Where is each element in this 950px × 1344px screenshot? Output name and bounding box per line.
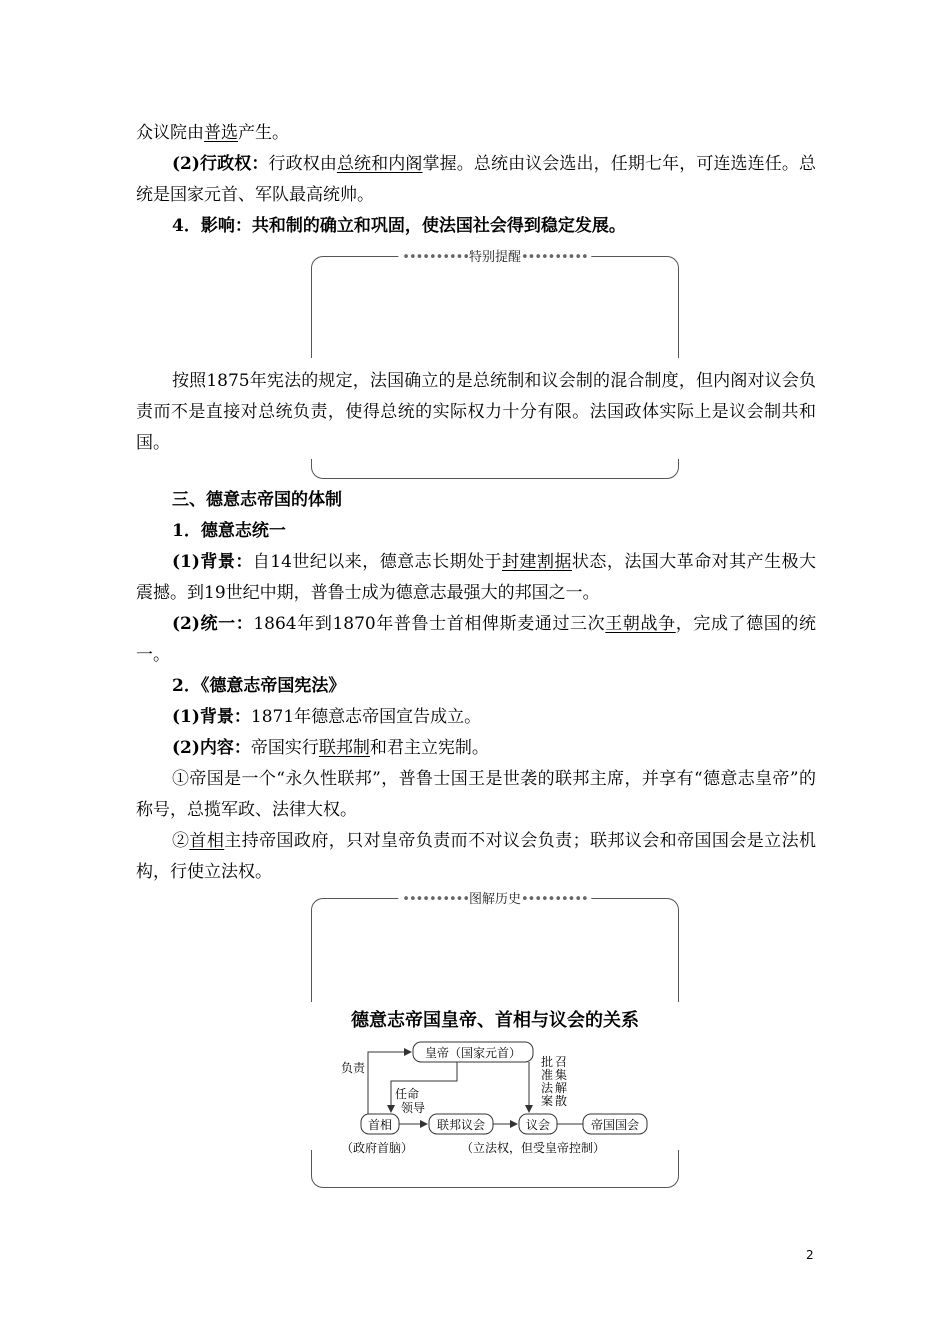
box-right-border xyxy=(678,1150,679,1168)
paragraph-lower-house: 众议院由普选产生。 xyxy=(136,123,289,143)
underlined-term: 总统和内阁 xyxy=(336,154,423,174)
subheading-constitution: 2．《德意志帝国宪法》 xyxy=(172,676,346,696)
illustrated-history-tag: ••••••••••图解历史•••••••••• xyxy=(398,888,591,907)
special-reminder-box-top xyxy=(311,250,679,280)
emperor-label: 皇帝（国家元首） xyxy=(424,1046,522,1060)
paragraph-influence: 4．影响：共和制的确立和巩固，使法国社会得到稳定发展。 xyxy=(172,216,626,236)
label-responsible: 负责 xyxy=(341,1061,366,1075)
illustrated-history-box-top xyxy=(311,892,679,922)
paragraph-unification-background: (1)背景：自14世纪以来，德意志长期处于封建割据状态，法国大革命对其产生极大震撼。到19世纪中期，普鲁士成为德意志最强大的邦国之一。 xyxy=(136,552,817,603)
underlined-term: 王朝战争 xyxy=(605,614,676,634)
chancellor-label: 首相 xyxy=(367,1118,393,1132)
paragraph-constitution-background: (1)背景：1871年德意志帝国宣告成立。 xyxy=(172,707,482,727)
underlined-term: 普选 xyxy=(204,123,238,143)
paragraph-executive-power: (2)行政权：行政权由总统和内阁掌握。总统由议会选出，任期七年，可连选连任。总统是国家元首、军队最高统帅。 xyxy=(136,154,817,205)
box-left-border xyxy=(311,922,312,1002)
paragraph-unification: (2)统一：1864年到1870年普鲁士首相俾斯麦通过三次王朝战争，完成了德国的统一。 xyxy=(136,614,817,665)
list-item-federation: ①帝国是一个“永久性联邦”，普鲁士国王是世袭的联邦主席，并享有“德意志皇帝”的称号，总揽军政、法律大权。 xyxy=(136,769,816,820)
reichstag-label: 帝国国会 xyxy=(590,1118,640,1132)
special-reminder-text: 按照1875年宪法的规定，法国确立的是总统制和议会制的混合制度，但内阁对议会负责而不是直接对总统负责，使得总统的实际权力十分有限。法国政体实际上是议会制共和国。 xyxy=(136,371,816,453)
subheading-unification: 1．德意志统一 xyxy=(172,521,286,541)
label-appoint: 任命 xyxy=(395,1087,420,1101)
federal-council-label: 联邦议会 xyxy=(436,1118,486,1132)
label-convene: 召集解散 xyxy=(555,1055,568,1108)
box-left-border xyxy=(311,1150,312,1168)
box-right-border xyxy=(678,280,679,358)
label-approve: 批准法案 xyxy=(541,1055,554,1108)
label-lead: 领导 xyxy=(401,1101,426,1115)
diagram-title: 德意志帝国皇帝、首相与议会的关系 xyxy=(351,1010,639,1031)
label-gov-head: （政府首脑） xyxy=(341,1141,414,1155)
illustrated-history-box-bottom xyxy=(311,1168,679,1188)
label-legislative: （立法权，但受皇帝控制） xyxy=(461,1141,606,1155)
underlined-term: 封建割据 xyxy=(502,552,572,572)
special-reminder-tag: ••••••••••特别提醒•••••••••• xyxy=(398,246,591,265)
box-right-border xyxy=(678,922,679,1002)
underlined-term: 首相 xyxy=(189,831,225,851)
section-heading-german-empire: 三、德意志帝国的体制 xyxy=(172,490,342,510)
special-reminder-box-bottom xyxy=(311,459,679,479)
list-item-chancellor: ②首相主持帝国政府，只对皇帝负责而不对议会负责；联邦议会和帝国国会是立法机构，行使立法权。 xyxy=(136,831,817,882)
paragraph-constitution-content: (2)内容：帝国实行联邦制和君主立宪制。 xyxy=(172,738,489,758)
box-left-border xyxy=(311,280,312,358)
relationship-diagram xyxy=(311,1036,679,1168)
underlined-term: 联邦制 xyxy=(318,738,370,758)
parliament-label: 议会 xyxy=(525,1118,551,1132)
page-number: 2 xyxy=(806,1248,814,1262)
